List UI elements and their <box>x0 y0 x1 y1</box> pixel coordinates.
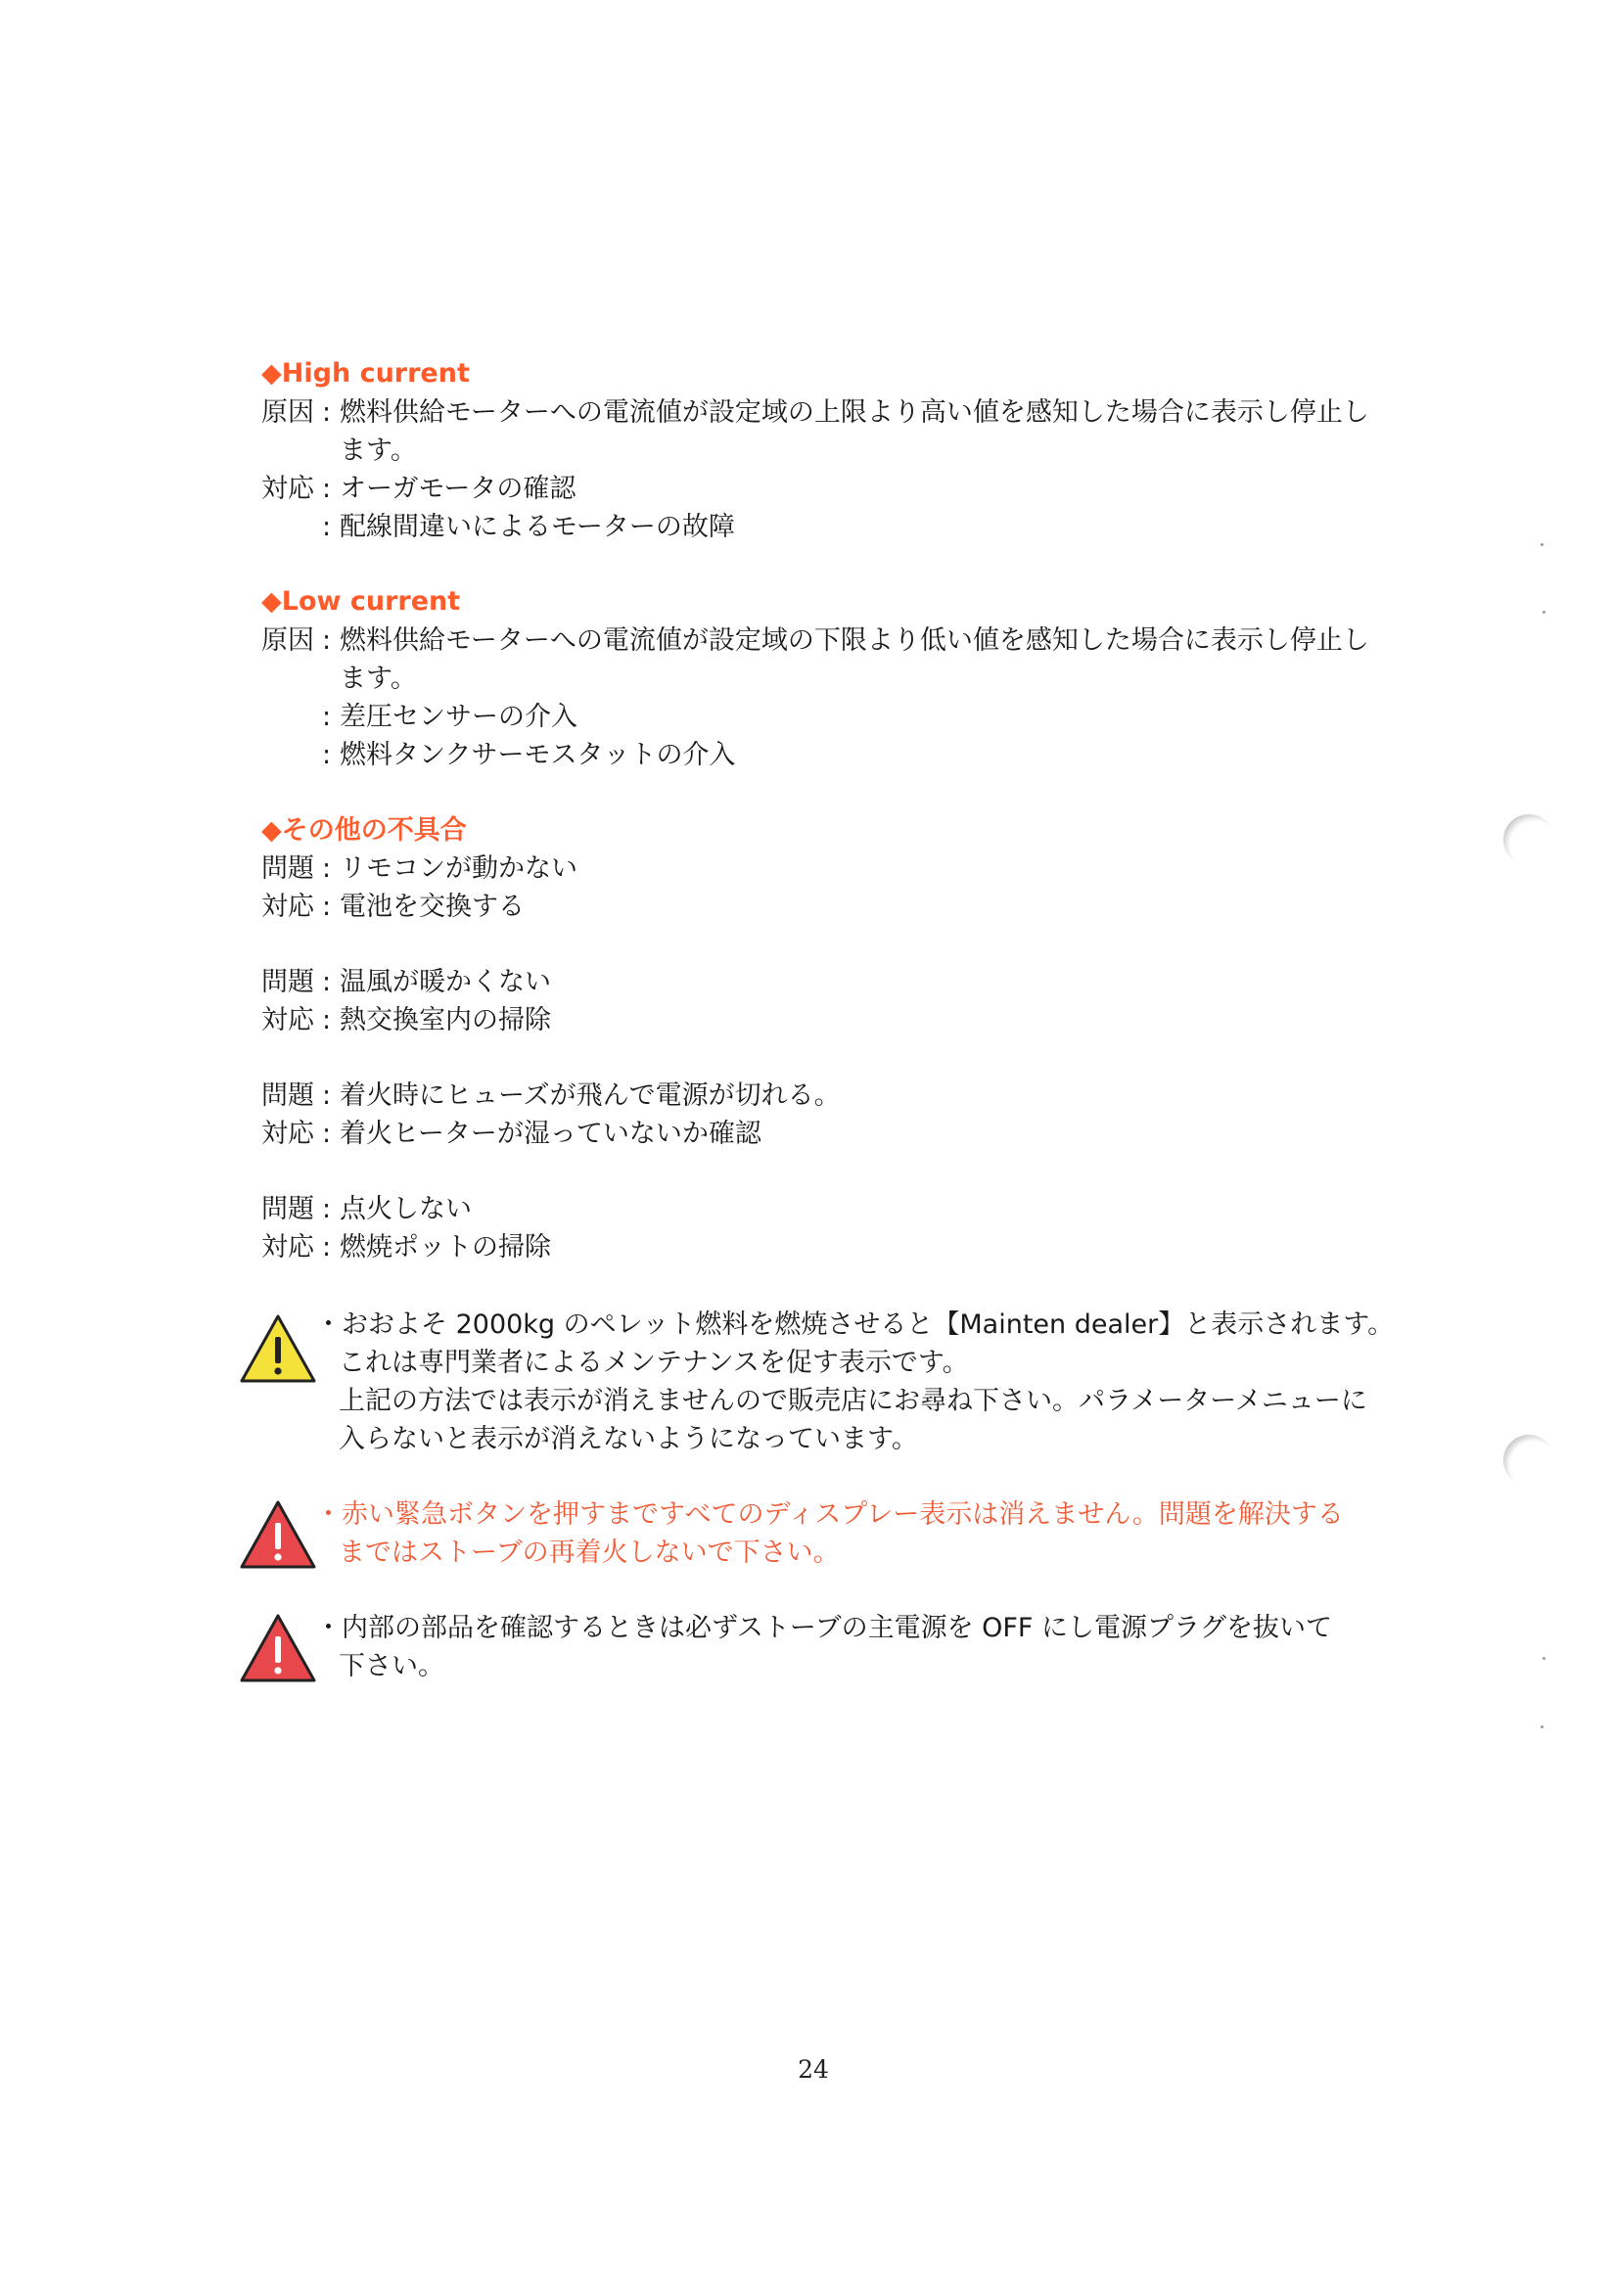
line-key: 原因 <box>261 397 314 428</box>
line-key: 問題 <box>261 1080 314 1111</box>
colon: : <box>322 512 332 542</box>
colon: : <box>322 702 332 732</box>
line-text: 点火しない <box>340 1194 472 1224</box>
section-heading-high-current: ◆High current <box>261 358 470 389</box>
line-text: 電池を交換する <box>340 892 525 922</box>
line-text: 燃料タンクサーモスタットの介入 <box>340 740 736 770</box>
line-text: 燃料供給モーターへの電流値が設定域の上限より高い値を感知した場合に表示し停止し <box>340 397 1369 428</box>
line-text: 熱交換室内の掃除 <box>340 1005 551 1035</box>
warning-red-triangle-icon <box>239 1613 317 1683</box>
section-heading-low-current: ◆Low current <box>261 586 461 617</box>
line-text: オーガモータの確認 <box>340 474 576 504</box>
warning-text-line: ・赤い緊急ボタンを押すまですべてのディスプレー表示は消えません。問題を解決する <box>315 1499 1344 1530</box>
colon: : <box>322 1005 332 1035</box>
colon: : <box>322 625 332 656</box>
line-text: 配線間違いによるモーターの故障 <box>340 512 735 542</box>
colon: : <box>322 1119 332 1149</box>
colon: : <box>322 967 332 997</box>
warning-text-line: これは専門業者によるメンテナンスを促す表示です。 <box>339 1348 969 1378</box>
line-key: 問題 <box>261 967 314 997</box>
line-text: リモコンが動かない <box>340 853 577 884</box>
line-key: 対応 <box>261 1005 314 1035</box>
line-text: 差圧センサーの介入 <box>340 702 577 732</box>
line-text: ます。 <box>340 664 417 694</box>
line-key: 対応 <box>261 474 314 504</box>
page-number: 24 <box>798 2055 829 2084</box>
warning-text-line: ・内部の部品を確認するときは必ずストーブの主電源を OFF にし電源プラグを抜いて <box>315 1613 1333 1643</box>
warning-text-line: 上記の方法では表示が消えませんので販売店にお尋ね下さい。パラメーターメニューに <box>339 1386 1367 1416</box>
binder-hole <box>1503 1435 1554 1486</box>
warning-red-triangle-icon <box>239 1499 317 1570</box>
colon: : <box>322 397 332 428</box>
line-key: 原因 <box>261 625 314 656</box>
scan-speck <box>1541 543 1544 546</box>
warning-text-line: 入らないと表示が消えないようになっています。 <box>339 1424 918 1454</box>
warning-text-line: まではストーブの再着火しないで下さい。 <box>339 1538 840 1568</box>
colon: : <box>322 740 332 770</box>
section-heading-other: ◆その他の不具合 <box>261 815 467 846</box>
line-text: 着火時にヒューズが飛んで電源が切れる。 <box>340 1080 841 1111</box>
binder-hole <box>1503 814 1554 865</box>
colon: : <box>322 1194 332 1224</box>
line-text: ます。 <box>340 436 417 466</box>
line-key: 対応 <box>261 1232 314 1263</box>
caution-yellow-triangle-icon <box>239 1313 317 1384</box>
scan-speck <box>1543 611 1545 614</box>
line-key: 対応 <box>261 892 314 922</box>
colon: : <box>322 892 332 922</box>
line-text: 着火ヒーターが湿っていないか確認 <box>340 1119 761 1149</box>
line-text: 温風が暖かくない <box>340 967 551 997</box>
line-text: 燃料供給モーターへの電流値が設定域の下限より低い値を感知した場合に表示し停止し <box>340 625 1369 656</box>
colon: : <box>322 474 332 504</box>
colon: : <box>322 853 332 884</box>
scan-speck <box>1541 1725 1544 1728</box>
warning-text-line: ・おおよそ 2000kg のペレット燃料を燃焼させると【Mainten dealer】と表示されます。 <box>315 1309 1395 1340</box>
line-key: 問題 <box>261 1194 314 1224</box>
line-text: 燃焼ポットの掃除 <box>340 1232 551 1263</box>
scan-speck <box>1543 1657 1545 1660</box>
warning-text-line: 下さい。 <box>339 1651 444 1681</box>
line-key: 対応 <box>261 1119 314 1149</box>
colon: : <box>322 1080 332 1111</box>
line-key: 問題 <box>261 853 314 884</box>
colon: : <box>322 1232 332 1263</box>
